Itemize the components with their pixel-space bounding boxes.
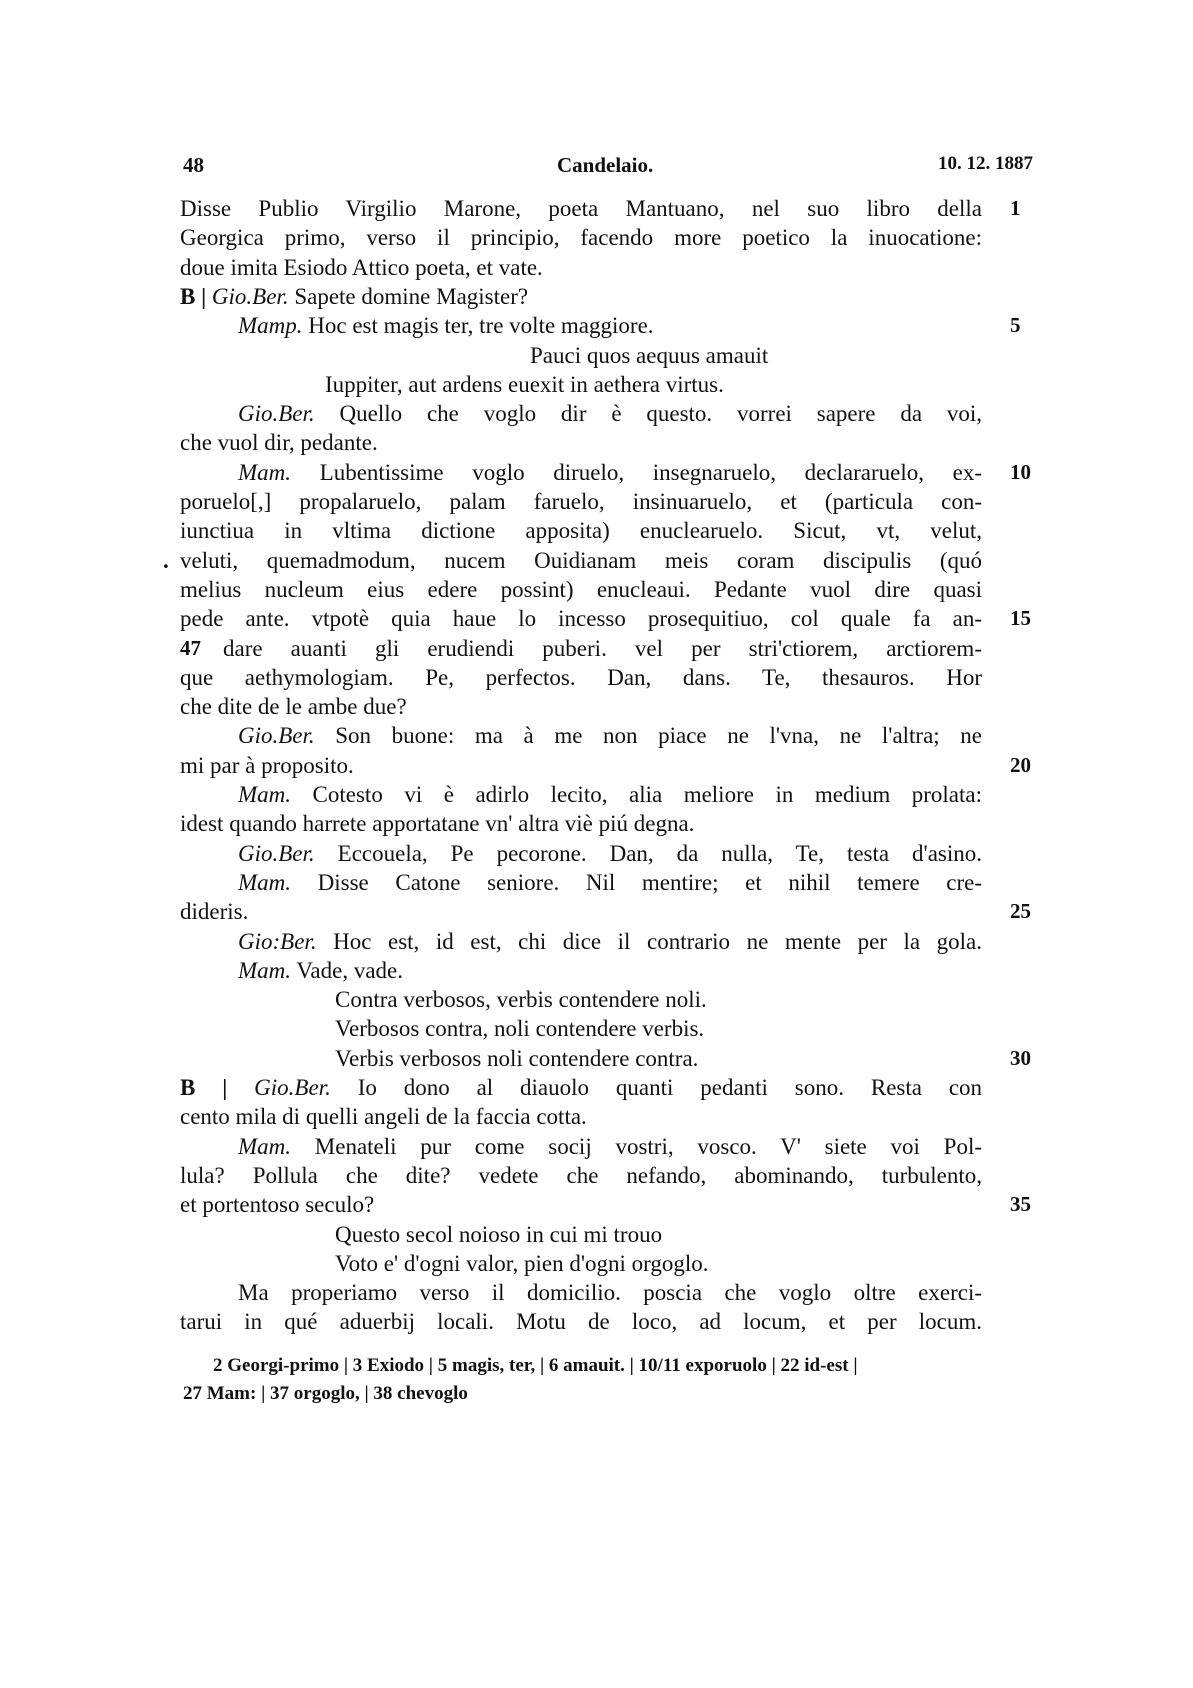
line-content [238, 460, 982, 486]
line-content [180, 225, 982, 251]
text-line [0, 636, 1193, 668]
line-content [180, 811, 982, 837]
line-text: Georgica primo, verso il principio, facendo more poetico la inuocatione: [180, 225, 982, 251]
speaker-name: Gio.Ber. [238, 401, 315, 427]
line-text: Questo secol noioso in cui mi trouo [335, 1221, 663, 1247]
speaker-name: Gio.Ber. [238, 840, 315, 866]
speaker-name: Gio.Ber. [254, 1075, 331, 1100]
text-line [0, 1104, 1193, 1136]
text-line [0, 577, 1193, 609]
line-content [325, 372, 982, 398]
speaker-name: Gio.Ber. [238, 723, 315, 749]
text-line [0, 518, 1193, 550]
line-content [180, 1163, 982, 1189]
line-text: poruelo[,] propalaruelo, palam faruelo, insinuaruelo, et (particula con- [180, 489, 982, 514]
line-text: Pauci quos aequus amauit [530, 342, 769, 368]
line-text: que aethymologiam. Pe, perfectos. Dan, dans. Te, thesauros. Hor [180, 664, 982, 690]
speaker-name: Gio.Ber. [211, 283, 289, 309]
text-line [0, 782, 1193, 814]
line-number: 5 [1010, 313, 1021, 338]
line-text: tarui in qué aduerbij locali. Motu de loco, ad locum, et per locum. [180, 1309, 982, 1335]
page-number: 48 [183, 153, 204, 177]
line-content [238, 313, 982, 339]
line-text: Son buone: ma à me non piace ne l'vna, ne l'altra; ne [335, 723, 982, 749]
line-text: melius nucleum eius edere possint) enucleaui. Pedante vuol dire quasi [180, 576, 982, 602]
line-text: mi par à proposito. [180, 752, 354, 778]
text-line [0, 1163, 1193, 1195]
line-content [238, 1134, 982, 1160]
line-content [180, 548, 982, 574]
line-text: che vuol dir, pedante. [180, 430, 378, 456]
line-number: 10 [1010, 459, 1031, 484]
text-line [0, 489, 1193, 521]
text-line [0, 1251, 1193, 1283]
line-number: 25 [1010, 899, 1031, 924]
line-content [238, 929, 982, 955]
text-line [0, 343, 1193, 375]
line-content [223, 636, 982, 662]
line-content [180, 284, 982, 310]
line-text: Eccouela, Pe pecorone. Dan, da nulla, Te, testa d'asino. [337, 840, 983, 866]
text-line [0, 1075, 1193, 1107]
text-line [0, 958, 1193, 990]
left-margin-number: 47 [180, 635, 201, 660]
header-date: 10. 12. 1887 [938, 153, 1033, 174]
text-line [0, 694, 1193, 726]
page-title: Candelaio. [557, 153, 654, 177]
line-text: lula? Pollula che dite? vedete che nefando, abominando, turbulento, [180, 1162, 982, 1188]
footnote-line: 2 Georgi-primo | 3 Exiodo | 5 magis, ter, | 6 amauit. | 10/11 exporuolo | 22 id-est | [213, 1355, 858, 1376]
running-header [0, 153, 1193, 183]
text-line [0, 811, 1193, 843]
line-content [180, 753, 982, 779]
line-text: et portentoso seculo? [180, 1192, 375, 1218]
line-text: Verbis verbosos noli contendere contra. [335, 1045, 699, 1071]
line-content [335, 1016, 982, 1042]
speaker-name: Mam. [238, 782, 292, 807]
text-line [0, 1192, 1193, 1224]
line-content [180, 518, 982, 544]
line-content [335, 1251, 982, 1277]
line-content [180, 1075, 982, 1101]
line-content [238, 401, 982, 427]
text-line [0, 430, 1193, 462]
text-line [0, 870, 1193, 902]
margin-dot: . [163, 547, 169, 573]
text-line [0, 1016, 1193, 1048]
text-line [0, 255, 1193, 287]
text-line [0, 1309, 1193, 1341]
line-text: dideris. [180, 899, 249, 925]
line-content [238, 1280, 982, 1306]
line-number: 1 [1010, 196, 1021, 220]
text-line [0, 841, 1193, 873]
line-number: 15 [1010, 606, 1031, 631]
line-content [180, 577, 982, 603]
speaker-name: Mam. [238, 869, 292, 895]
line-text: idest quando harrete apportatane vn' altra viè piú degna. [180, 811, 695, 837]
speaker-name: Mam. [238, 957, 292, 983]
edition-marker: B | [180, 283, 207, 309]
text-line [0, 225, 1193, 257]
text-line [0, 196, 1193, 228]
edition-marker: B | [180, 1075, 228, 1100]
line-text: iunctiua in vltima dictione apposita) enuclearuelo. Sicut, vt, velut, [180, 518, 982, 544]
line-content [180, 255, 982, 281]
text-line [0, 548, 1193, 580]
line-text: Voto e' d'ogni valor, pien d'ogni orgoglo. [335, 1250, 709, 1276]
line-content [238, 723, 982, 749]
line-text: pede ante. vtpotè quia haue lo incesso prosequitiuo, col quale fa an- [180, 606, 982, 632]
text-line [0, 929, 1193, 961]
text-line [0, 284, 1193, 316]
line-content [530, 343, 982, 369]
line-text: Ma properiamo verso il domicilio. poscia che voglo oltre exerci- [238, 1280, 982, 1306]
line-text: Sapete domine Magister? [294, 283, 529, 309]
line-text: cento mila di quelli angeli de la faccia cotta. [180, 1104, 587, 1130]
line-number: 35 [1010, 1192, 1031, 1217]
line-text: Lubentissime voglo diruelo, insegnaruelo, declararuelo, ex- [319, 459, 982, 485]
text-line [0, 460, 1193, 492]
footnote-line: 27 Mam: | 37 orgoglo, | 38 chevoglo [183, 1383, 468, 1404]
line-number: 20 [1010, 752, 1031, 777]
speaker-name: Mam. [238, 459, 292, 485]
text-line [0, 606, 1193, 638]
line-text: Cotesto vi è adirlo lecito, alia meliore in medium prolata: [312, 782, 982, 807]
line-text: Iuppiter, aut ardens euexit in aethera virtus. [325, 371, 724, 397]
text-line [0, 723, 1193, 755]
text-line [0, 1134, 1193, 1166]
line-text: Hoc est, id est, chi dice il contrario ne mente per la gola. [333, 928, 983, 954]
text-line [0, 401, 1193, 433]
text-line [0, 753, 1193, 785]
line-content [180, 1309, 982, 1335]
text-line [0, 1280, 1193, 1312]
line-content [180, 489, 982, 515]
text-line [0, 372, 1193, 404]
speaker-name: Mamp. [238, 313, 303, 339]
text-line [0, 987, 1193, 1019]
speaker-name: Gio:Ber. [238, 928, 317, 954]
line-content [180, 1104, 982, 1130]
line-content [335, 987, 982, 1013]
line-text: Hoc est magis ter, tre volte maggiore. [308, 313, 654, 339]
line-content [335, 1222, 982, 1248]
line-content [335, 1046, 982, 1072]
line-number: 30 [1010, 1045, 1031, 1070]
line-text: Menateli pur come socij vostri, vosco. V' siete voi Pol- [314, 1133, 983, 1159]
line-text: Verbosos contra, noli contendere verbis. [335, 1016, 705, 1042]
line-content [180, 694, 982, 720]
line-content [238, 958, 982, 984]
line-content [238, 841, 982, 867]
speaker-name: Mam. [238, 1133, 292, 1159]
line-content [180, 1192, 982, 1218]
line-text: Contra verbosos, verbis contendere noli. [335, 987, 707, 1013]
text-line [0, 665, 1193, 697]
line-content [180, 430, 982, 456]
line-text: Disse Publio Virgilio Marone, poeta Mantuano, nel suo libro della [180, 196, 982, 221]
line-text: che dite de le ambe due? [180, 694, 407, 720]
line-text: Io dono al diauolo quanti pedanti sono. Resta con [357, 1075, 983, 1100]
line-text: Disse Catone seniore. Nil mentire; et nihil temere cre- [317, 869, 982, 895]
line-text: dare auanti gli erudiendi puberi. vel per stri'ctiorem, arctiorem- [223, 635, 982, 661]
line-text: Vade, vade. [296, 957, 404, 983]
text-line [0, 1222, 1193, 1254]
line-content [180, 899, 982, 925]
text-line [0, 899, 1193, 931]
text-line [0, 313, 1193, 345]
line-text: veluti, quemadmodum, nucem Ouidianam meis coram discipulis (quó [180, 547, 982, 573]
line-content [238, 782, 982, 808]
text-line [0, 1046, 1193, 1078]
line-text: Quello che voglo dir è questo. vorrei sapere da voi, [339, 401, 983, 427]
line-content [180, 196, 982, 222]
line-text: doue imita Esiodo Attico poeta, et vate. [180, 254, 543, 280]
line-content [238, 870, 982, 896]
line-content [180, 665, 982, 691]
line-content [180, 606, 982, 632]
